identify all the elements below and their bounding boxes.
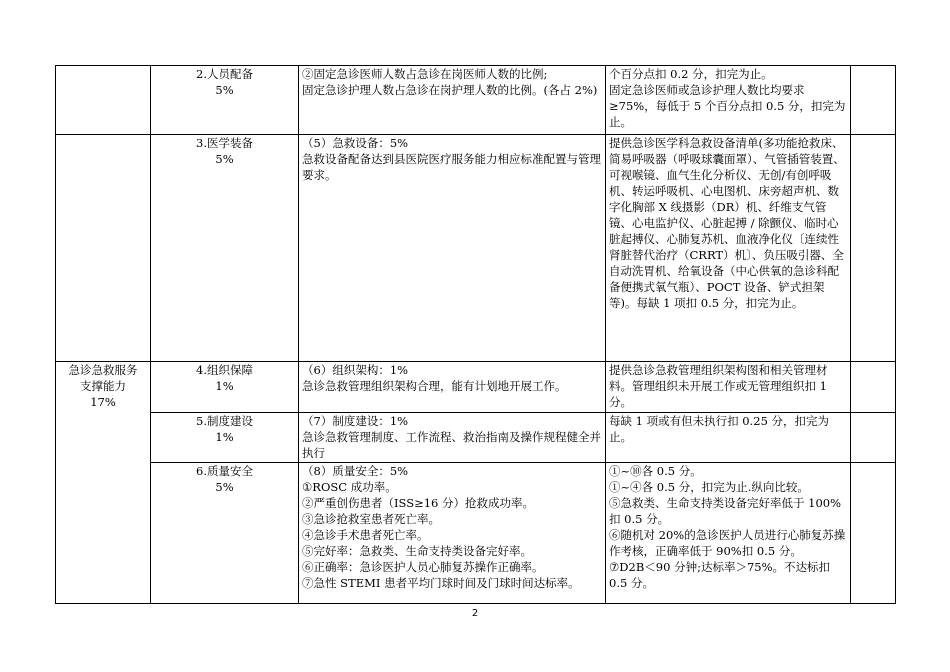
item-cell: [151, 135, 299, 362]
remark-cell: [851, 362, 896, 413]
item-name: 3.医学装备: [196, 136, 253, 150]
content-cell: （5）急救设备：5% 急救设备配备达到县医院医疗服务能力相应标准配置与管理要求。: [299, 135, 606, 362]
content-cell: （6）组织架构：1% 急诊急救管理组织架构合理，能有计划地开展工作。: [299, 362, 606, 413]
remark-cell: [851, 413, 896, 463]
remark-cell: [851, 135, 896, 362]
category-cell: [56, 362, 151, 604]
content-cell: （7）制度建设：1% 急诊急救管理制度、工作流程、救治指南及操作规程健全并执行: [299, 413, 606, 463]
table-row: [56, 66, 896, 135]
item-weight: 5%: [215, 152, 234, 166]
content-cell: （8）质量安全：5% ①ROSC 成功率。 ②严重创伤患者（ISS≥16 分）抢救成功率。 ③急诊抢救室患者死亡率。 ④急诊手术患者死亡率。 ⑤完好率：急救类、生命支持类设备完好率。 ⑥正确率：急诊医护人员心肺复苏操作正确率。 ⑦急性 STEMI 患者平均门球时间及门球时间达标率。: [299, 463, 606, 604]
remark-cell: [851, 66, 896, 135]
table-row: [56, 362, 896, 413]
item-name: 4.组织保障: [196, 363, 253, 377]
item-cell: [151, 362, 299, 413]
category-cell-top: [56, 135, 151, 362]
item-name: 2.人员配备: [196, 67, 253, 81]
item-cell: [151, 66, 299, 135]
item-cell: [151, 463, 299, 604]
scoring-cell: ①~⑩各 0.5 分。 ①~④各 0.5 分，扣完为止.纵向比较。 ⑤急救类、生命支持类设备完好率低于 100%扣 0.5 分。 ⑥随机对 20%的急诊医护人员进行心肺复苏操作考核，正确率低于 90%扣 0.5 分。 ⑦D2B＜90 分钟;达标率＞75%。不达标扣 0.5 分。: [606, 463, 851, 604]
scoring-cell: 提供急诊医学科急救设备清单(多功能抢救床、简易呼吸器（呼吸球囊面罩）、气管插管装置、可视喉镜、血气生化分析仪、无创/有创呼吸机、转运呼吸机、心电图机、床旁超声机、数字化胸部 X 线摄影（DR）机、纤维支气管镜、心电监护仪、心脏起搏 / 除颤仪、临时心脏起搏仪、心肺复苏机、血液净化仪〔连续性肾脏替代治疗（CRRT）机〕、负压吸引器、全自动洗胃机、给氧设备（中心供氧的急诊科配备便携式氧气瓶）、POCT 设备、铲式担架等)。每缺 1 项扣 0.5 分，扣完为止。: [606, 135, 851, 362]
scoring-table: [55, 65, 896, 604]
page-number: 2: [471, 608, 479, 619]
table-row: [56, 413, 896, 463]
item-name: 5.制度建设: [196, 414, 253, 428]
category-name: 急诊急救服务 支撑能力: [68, 363, 138, 393]
item-weight: 5%: [215, 480, 234, 494]
table-row: [56, 135, 896, 362]
item-weight: 1%: [215, 430, 234, 444]
category-weight: 17%: [90, 395, 116, 409]
remark-cell: [851, 463, 896, 604]
scoring-cell: 提供急诊急救管理组织架构图和相关管理材料。管理组织未开展工作或无管理组织扣 1 分。: [606, 362, 851, 413]
item-cell: [151, 413, 299, 463]
item-name: 6.质量安全: [196, 464, 253, 478]
table-row: [56, 463, 896, 604]
content-cell: ②固定急诊医师人数占急诊在岗医师人数的比例; 固定急诊护理人数占急诊在岗护理人数的比例。(各占 2%): [299, 66, 606, 135]
scoring-cell: 个百分点扣 0.2 分，扣完为止。 固定急诊医师或急诊护理人数比均要求≥75%，每低于 5 个百分点扣 0.5 分，扣完为止。: [606, 66, 851, 135]
item-weight: 5%: [215, 83, 234, 97]
scoring-cell: 每缺 1 项或有但未执行扣 0.25 分，扣完为止。: [606, 413, 851, 463]
item-weight: 1%: [215, 379, 234, 393]
category-cell-top: [56, 66, 151, 135]
